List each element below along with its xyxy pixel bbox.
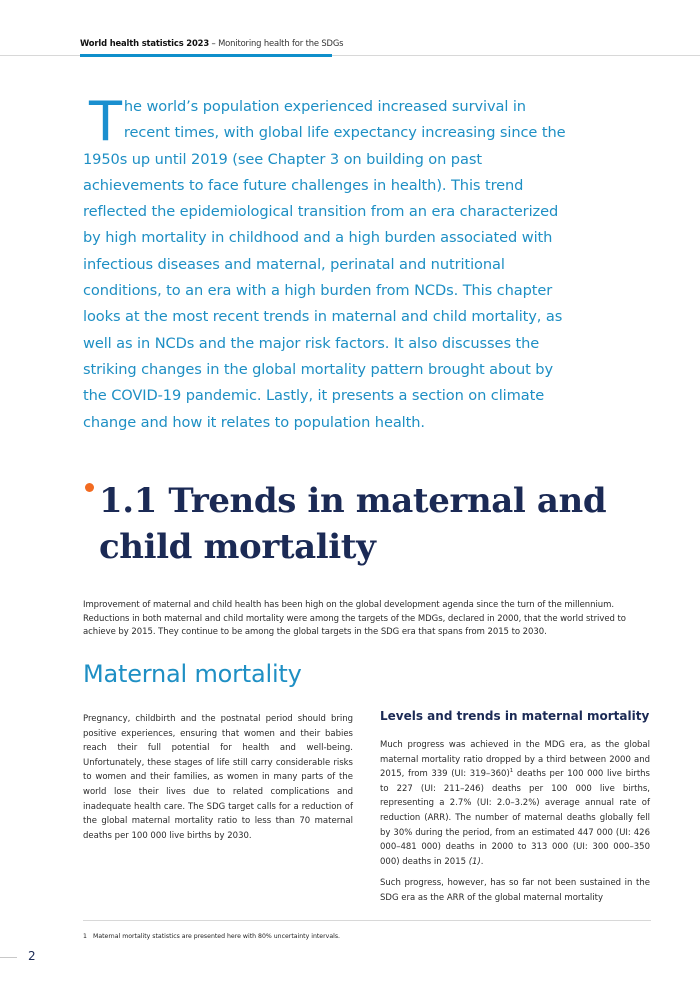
report-title: World health statistics 2023	[80, 38, 209, 48]
page-number-rule	[0, 957, 17, 958]
drop-cap: T	[89, 90, 122, 153]
left-column-paragraph: Pregnancy, childbirth and the postnatal period should bring positive experiences, ensuring that women and their babies reach their full potential for health and well-being. Unfortunately, these stages of life still carry considerable risks to women and their families, as women in many parts of the world lose their lives due to related complications and inadequate health care. The SDG target calls for a reduction of the global maternal mortality ratio to less than 70 maternal deaths per 100 000 live births by 2030.	[83, 714, 353, 841]
intro-paragraph	[83, 90, 568, 436]
right-paragraph-1	[380, 738, 650, 869]
intro-text: he world’s population experienced increased survival in recent times, with global life expectancy increasing since the 1950s up until 2019 (see Chapter 3 on building on past achievements to face future challenges in health). This trend reflected the epidemiological transition from an era characterized by high mortality in childhood and a high burden associated with infectious diseases and maternal, perinatal and nutritional conditions, to an era with a high burden from NCDs. This chapter looks at the most recent trends in maternal and child mortality, as well as in NCDs and the major risk factors. It also discusses the striking changes in the global mortality pattern brought about by the COVID-19 pandemic. Lastly, it presents a section on climate change and how it relates to population health.	[83, 98, 566, 431]
footnote-marker[interactable]: 1	[509, 768, 514, 775]
right-column	[380, 738, 650, 906]
right-paragraph-2: Such progress, however, has so far not been sustained in the SDG era as the ARR of the global maternal mortality	[380, 878, 650, 903]
title-separator: –	[209, 38, 219, 48]
section-heading: Maternal mortality	[83, 660, 302, 688]
running-header	[80, 38, 343, 48]
subsection-heading: Levels and trends in maternal mortality	[380, 709, 650, 723]
chapter-title: 1.1 Trends in maternal and child mortality	[99, 481, 607, 567]
footnote-text: Maternal mortality statistics are presented here with 80% uncertainty intervals.	[93, 933, 341, 940]
reference-link[interactable]: (1)	[468, 856, 481, 867]
footnote-number: 1	[83, 933, 87, 940]
footnote	[83, 933, 340, 940]
text-run: Much progress was achieved in the MDG era, as the global maternal mortality ratio dropped by a third between 2000 and 2015, from 339 (UI: 319–360)	[380, 740, 650, 780]
lead-paragraph: Improvement of maternal and child health has been high on the global development agenda since the turn of the millennium. Reductions in both maternal and child mortality were among the targets of the MDGs, declared in 2000, that the world strived to achieve by 2015. They continue to be among the global targets in the SDG era that spans from 2015 to 2030.	[83, 600, 626, 638]
report-subtitle: Monitoring health for the SDGs	[218, 38, 344, 48]
page-number: 2	[28, 949, 36, 963]
footnote-divider	[83, 920, 651, 921]
text-run: .	[480, 856, 484, 867]
header-accent-bar	[80, 54, 332, 57]
text-run: deaths per 100 000 live births to 227 (UI: 211–246) deaths per 100 000 live births, representing a 2.7% (UI: 2.0–3.2%) average annual rate of reduction (ARR). The number of maternal deaths globally fell by 30% during the period, from an estimated 447 000 (UI: 426 000–481 000) deaths in 2000 to 313 000 (UI: 300 000–350 000) deaths in 2015	[380, 769, 650, 867]
bullet-dot-icon	[85, 483, 94, 492]
